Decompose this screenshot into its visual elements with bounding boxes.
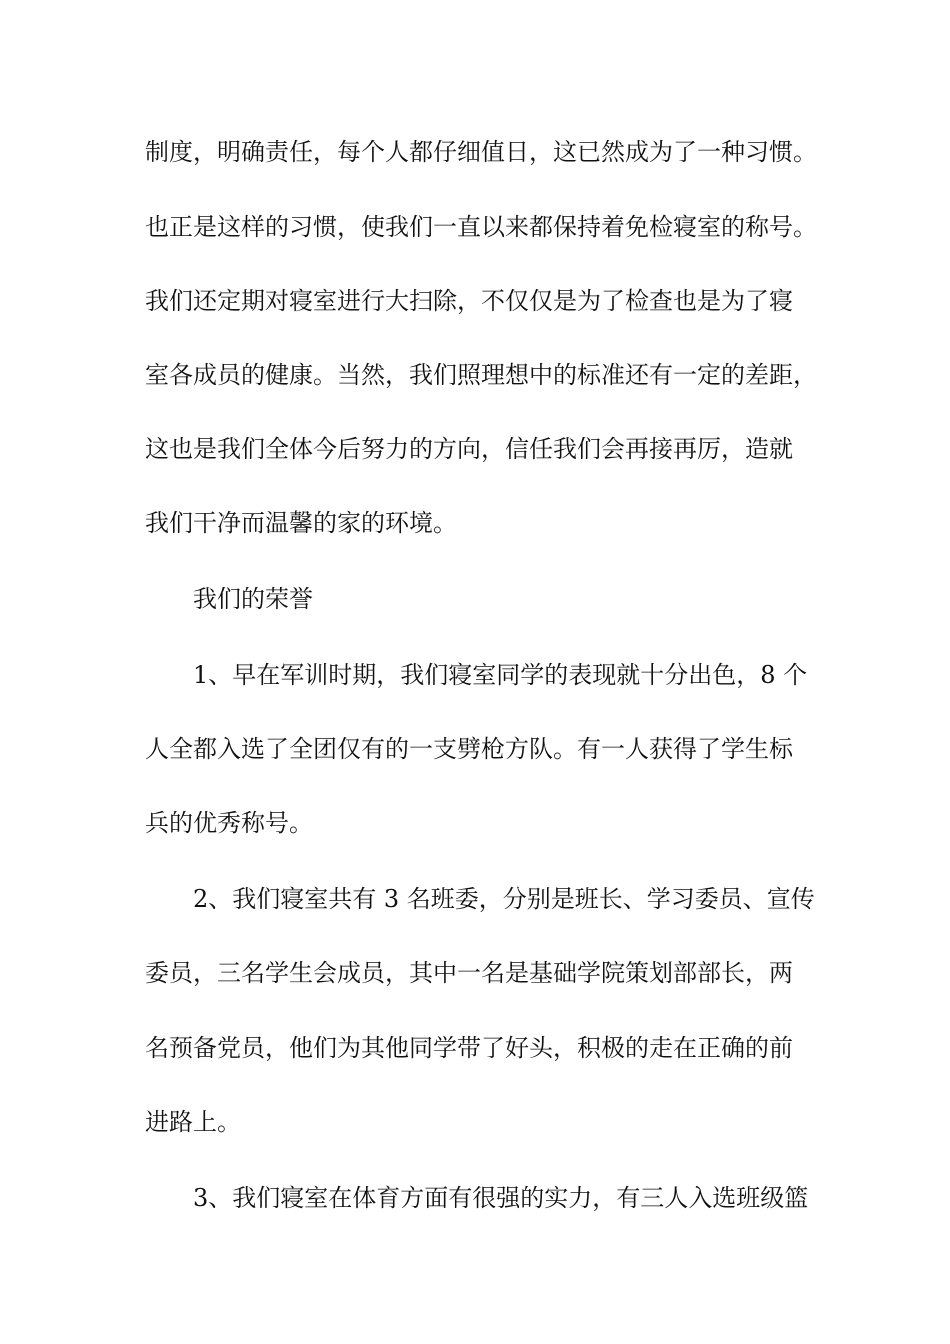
paragraph-line: 我们还定期对寝室进行大扫除，不仅仅是为了检查也是为了寝 [145,287,793,315]
honor-1-line: 人全都入选了全团仅有的一支劈枪方队。有一人获得了学生标 [145,735,793,763]
honor-1-line: 兵的优秀称号。 [145,809,313,837]
paragraph-line: 我们干净而温馨的家的环境。 [145,509,457,537]
paragraph-line: 也正是这样的习惯，使我们一直以来都保持着免检寝室的称号。 [145,213,817,241]
paragraph-line: 制度，明确责任，每个人都仔细值日，这已然成为了一种习惯。 [145,138,817,166]
honor-2-line: 名预备党员，他们为其他同学带了好头，积极的走在正确的前 [145,1034,793,1062]
honor-2-line: 委员，三名学生会成员，其中一名是基础学院策划部部长，两 [145,959,793,987]
honor-1-line: 1、早在军训时期，我们寝室同学的表现就十分出色，8 个 [193,661,808,689]
honor-3-line: 3、我们寝室在体育方面有很强的实力，有三人入选班级篮 [193,1184,809,1212]
paragraph-line: 这也是我们全体今后努力的方向，信任我们会再接再厉，造就 [145,435,793,463]
honor-2-line: 进路上。 [145,1108,241,1136]
honor-2-line: 2、我们寝室共有 3 名班委，分别是班长、学习委员、宣传 [193,885,815,913]
paragraph-line: 室各成员的健康。当然，我们照理想中的标准还有一定的差距， [145,361,817,389]
section-title: 我们的荣誉 [193,585,313,613]
